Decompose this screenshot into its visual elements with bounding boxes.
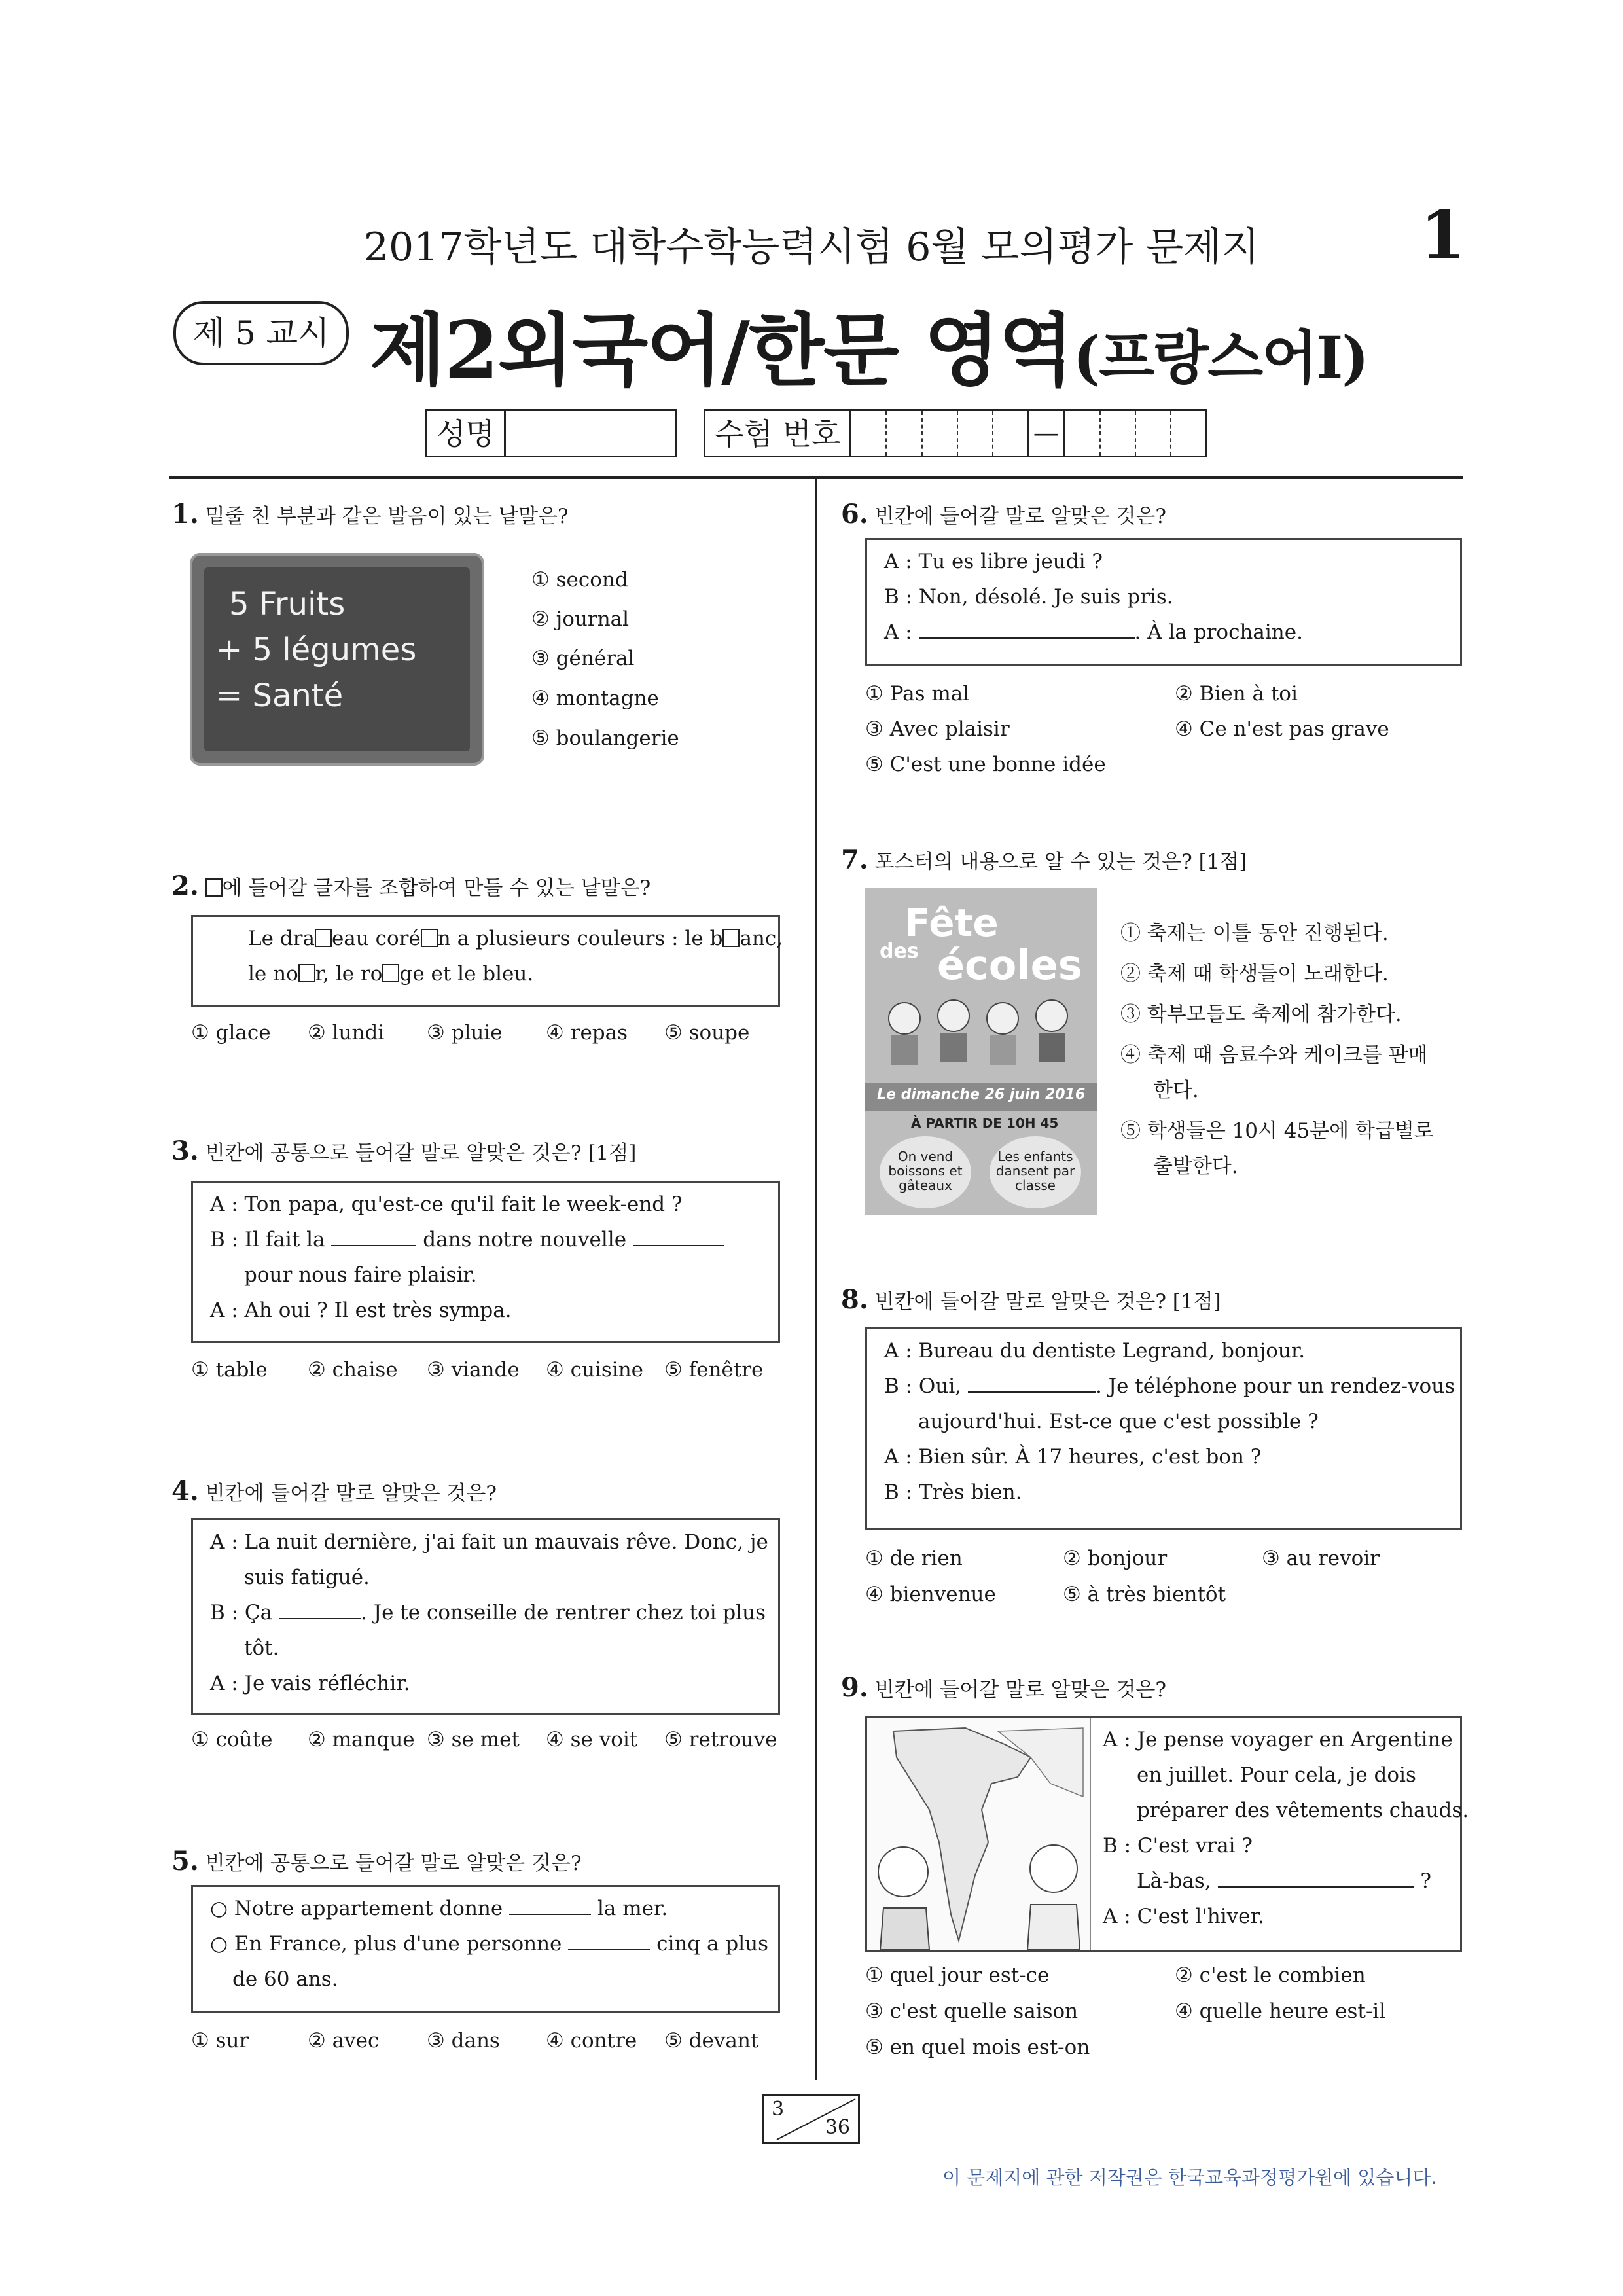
blank-square-icon [298, 964, 315, 982]
blank-square-icon [722, 929, 740, 947]
id-dash: — [1029, 411, 1065, 456]
q3-choice-1[interactable]: ① table [191, 1358, 268, 1382]
q7-choice-1[interactable]: ① 축제는 이틀 동안 진행된다. [1120, 922, 1389, 945]
blank [968, 1373, 1096, 1393]
q7-title: 7. 포스터의 내용으로 알 수 있는 것은? [1점] [841, 844, 1247, 875]
q9-choice-1[interactable]: ① quel jour est-ce [865, 1964, 1050, 1987]
section-main: 제2외국어/한문 영역 [370, 304, 1073, 397]
id-cell[interactable] [1136, 411, 1171, 456]
id-cell[interactable] [887, 411, 922, 456]
q2-passage: Le dra eau coré n a plusieurs couleurs : le b anc, le no r, le ro ge et le bleu. [191, 915, 780, 1007]
q9-choice-4[interactable]: ④ quelle heure est-il [1175, 2000, 1386, 2023]
poster-time: À PARTIR DE 10H 45 [911, 1115, 1059, 1131]
q8-choice-3[interactable]: ③ au revoir [1262, 1547, 1380, 1570]
q2-choice-3[interactable]: ③ pluie [427, 1021, 503, 1045]
id-cell[interactable] [1171, 411, 1205, 456]
period-badge: 제 5 교시 [173, 301, 349, 365]
q3-choice-4[interactable]: ④ cuisine [546, 1358, 644, 1382]
q7-choice-4[interactable]: ④ 축제 때 음료수와 케이크를 판매 [1120, 1043, 1428, 1067]
q1-title: 1. 밑줄 친 부분과 같은 발음이 있는 낱말은? [171, 499, 569, 529]
id-label: 수험 번호 [705, 411, 851, 456]
q4-choice-2[interactable]: ② manque [308, 1728, 415, 1751]
id-cell[interactable] [923, 411, 958, 456]
q8-choice-1[interactable]: ① de rien [865, 1547, 963, 1570]
page-indicator [762, 2094, 860, 2144]
q3-title: 3. 빈칸에 공통으로 들어갈 말로 알맞은 것은? [1점] [171, 1136, 637, 1166]
q7-choice-5-cont: 출발한다. [1153, 1155, 1238, 1178]
q9-choice-2[interactable]: ② c'est le combien [1175, 1964, 1366, 1987]
poster-date: Le dimanche 26 juin 2016 [877, 1086, 1086, 1103]
column-divider [815, 476, 817, 2080]
q3-choice-5[interactable]: ⑤ fenêtre [664, 1358, 764, 1382]
blank [279, 1600, 361, 1619]
q9-choice-3[interactable]: ③ c'est quelle saison [865, 2000, 1079, 2023]
q4-title: 4. 빈칸에 들어갈 말로 알맞은 것은? [171, 1476, 497, 1507]
festival-poster-image [865, 888, 1097, 1215]
q6-choice-5[interactable]: ⑤ C'est une bonne idée [865, 753, 1106, 776]
id-cell[interactable] [1101, 411, 1136, 456]
q1-choice-2[interactable]: ② journal [531, 607, 630, 631]
q5-choice-3[interactable]: ③ dans [427, 2029, 500, 2053]
q3-dialog: A : Ton papa, qu'est-ce qu'il fait le week-end ? B : Il fait la dans notre nouvelle pour nous faire plaisir. A : Ah oui ? Il est très sympa. [191, 1181, 780, 1343]
q5-choice-5[interactable]: ⑤ devant [664, 2029, 759, 2053]
id-cell[interactable] [958, 411, 993, 456]
q4-choice-1[interactable]: ① coûte [191, 1728, 273, 1751]
q8-choice-2[interactable]: ② bonjour [1063, 1547, 1168, 1570]
poster-balloon-2: Les enfants dansent par classe [990, 1136, 1081, 1208]
id-cell[interactable] [851, 411, 887, 456]
q9-dialog-box [865, 1716, 1469, 1952]
chalkboard-image [190, 553, 484, 766]
map-illustration-icon [867, 1718, 1090, 1950]
chalk-line: + 5 légumes [216, 632, 417, 668]
section-title [370, 288, 1368, 401]
name-field[interactable] [425, 409, 677, 457]
blank-square-icon [205, 878, 223, 897]
q3-choice-2[interactable]: ② chaise [308, 1358, 398, 1382]
q8-dialog: A : Bureau du dentiste Legrand, bonjour. B : Oui, . Je téléphone pour un rendez-vous aujourd'hui. Est-ce que c'est possible ? A : Bien sûr. À 17 heures, c'est bon ? B : Très bien. [865, 1327, 1462, 1530]
q5-title: 5. 빈칸에 공통으로 들어갈 말로 알맞은 것은? [171, 1846, 582, 1876]
page-current: 3 [772, 2098, 785, 2121]
q6-dialog: A : Tu es libre jeudi ? B : Non, désolé. Je suis pris. A : . À la prochaine. [865, 538, 1462, 666]
q8-choice-5[interactable]: ⑤ à très bientôt [1063, 1583, 1226, 1606]
q2-title: 2. 에 들어갈 글자를 조합하여 만들 수 있는 낱말은? [171, 870, 651, 901]
blank-square-icon [315, 929, 332, 947]
exam-title: 2017학년도 대학수학능력시험 6월 모의평가 문제지 [363, 224, 1260, 270]
blank-square-icon [382, 964, 399, 982]
q6-choice-1[interactable]: ① Pas mal [865, 682, 970, 706]
q4-dialog: A : La nuit dernière, j'ai fait un mauvais rêve. Donc, je suis fatigué. B : Ça . Je te conseille de rentrer chez toi plus tôt. A : Je vais réfléchir. [191, 1518, 780, 1715]
q7-choice-2[interactable]: ② 축제 때 학생들이 노래한다. [1120, 962, 1389, 986]
page-digit: 1 [1420, 196, 1466, 274]
section-sub: (프랑스어Ⅰ) [1073, 323, 1368, 391]
id-cell[interactable] [1065, 411, 1101, 456]
exam-id-field[interactable] [704, 409, 1207, 457]
q1-choice-3[interactable]: ③ général [531, 647, 635, 670]
blank [568, 1931, 650, 1950]
poster-des: des [880, 940, 919, 963]
q3-choice-3[interactable]: ③ viande [427, 1358, 520, 1382]
q2-choice-5[interactable]: ⑤ soupe [664, 1021, 750, 1045]
poster-balloon-1: On vend boissons et gâteaux [880, 1136, 971, 1208]
q7-choice-5[interactable]: ⑤ 학생들은 10시 45분에 학급별로 [1120, 1119, 1434, 1143]
blank [331, 1227, 416, 1246]
q5-choice-2[interactable]: ② avec [308, 2029, 380, 2053]
blank [509, 1895, 591, 1915]
copyright-notice: 이 문제지에 관한 저작권은 한국교육과정평가원에 있습니다. [942, 2166, 1437, 2189]
q1-choice-5[interactable]: ⑤ boulangerie [531, 726, 679, 750]
q7-choice-4-cont: 한다. [1153, 1079, 1199, 1102]
q5-choice-4[interactable]: ④ contre [546, 2029, 637, 2053]
chalk-line: 5 Fruits [229, 586, 346, 622]
q1-choice-4[interactable]: ④ montagne [531, 687, 659, 710]
q1-choice-1[interactable]: ① second [531, 568, 628, 592]
poster-ecoles: écoles [937, 941, 1082, 989]
blank [633, 1227, 724, 1246]
q9-choice-5[interactable]: ⑤ en quel mois est-on [865, 2036, 1090, 2059]
blank-square-icon [421, 929, 438, 947]
q4-choice-4[interactable]: ④ se voit [546, 1728, 638, 1751]
q8-title: 8. 빈칸에 들어갈 말로 알맞은 것은? [1점] [841, 1284, 1221, 1315]
q4-choice-5[interactable]: ⑤ retrouve [664, 1728, 777, 1751]
q9-title: 9. 빈칸에 들어갈 말로 알맞은 것은? [841, 1672, 1166, 1703]
q2-choice-2[interactable]: ② lundi [308, 1021, 385, 1045]
chalk-line: = Santé [216, 677, 344, 714]
children-illustration-icon [865, 999, 1097, 1077]
south-america-map-image [867, 1718, 1091, 1950]
q9-dialog: A : Je pense voyager en Argentine en juillet. Pour cela, je dois préparer des vêtements chauds. B : C'est vrai ? Là-bas, ? A : C'est l'hiver. [1103, 1728, 1469, 1928]
q5-choice-1[interactable]: ① sur [191, 2029, 249, 2053]
id-cell[interactable] [993, 411, 1029, 456]
poster-fete: Fête [904, 901, 999, 945]
q4-choice-3[interactable]: ③ se met [427, 1728, 520, 1751]
q2-choice-1[interactable]: ① glace [191, 1021, 271, 1045]
q6-choice-4[interactable]: ④ Ce n'est pas grave [1175, 717, 1389, 741]
page-total: 36 [825, 2116, 850, 2139]
q2-choice-4[interactable]: ④ repas [546, 1021, 628, 1045]
q6-choice-3[interactable]: ③ Avec plaisir [865, 717, 1010, 741]
q7-choice-3[interactable]: ③ 학부모들도 축제에 참가한다. [1120, 1003, 1402, 1026]
name-label: 성명 [427, 411, 506, 456]
q5-passage: ○ Notre appartement donne la mer. ○ En France, plus d'une personne cinq a plus de 60 ans. [191, 1885, 780, 2013]
blank [919, 619, 1135, 639]
q6-choice-2[interactable]: ② Bien à toi [1175, 682, 1298, 706]
blank [1218, 1868, 1414, 1888]
q6-title: 6. 빈칸에 들어갈 말로 알맞은 것은? [841, 499, 1166, 529]
q8-choice-4[interactable]: ④ bienvenue [865, 1583, 996, 1606]
